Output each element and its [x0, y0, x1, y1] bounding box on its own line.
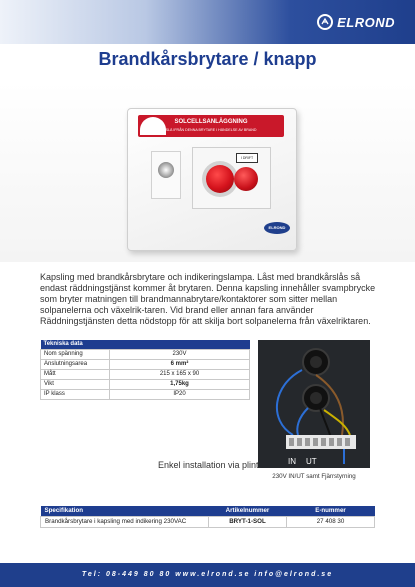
table-row	[41, 517, 375, 528]
fire-lock-icon	[158, 162, 174, 178]
elrond-logo-icon	[317, 14, 333, 30]
spec-cell-article: BRYT-1-SOL	[209, 517, 287, 528]
indicator-label: I DRIFT	[236, 153, 258, 163]
tech-table-heading: Tekniska data	[41, 340, 250, 350]
tech-value: 215 x 165 x 90	[110, 370, 250, 380]
indicator-lamp	[234, 167, 258, 191]
table-row	[41, 370, 250, 380]
spec-header-enumber: E-nummer	[287, 506, 375, 517]
tech-label: Vikt	[41, 380, 110, 390]
wiring-illustration	[258, 340, 370, 468]
elrond-logo-glyph	[320, 17, 330, 27]
tech-label: IP klass	[41, 390, 110, 400]
installation-photo	[258, 340, 370, 468]
tech-label: Nom spänning	[41, 350, 110, 360]
spec-cell-description: Brandkårsbrytare i kapsling med indikering 230VAC	[41, 517, 209, 528]
spec-header-specification: Specifikation	[41, 506, 209, 517]
wiring-out-label: UT	[306, 457, 317, 466]
enclosure-box	[127, 108, 297, 251]
page-title: Brandkårsbrytare / knapp	[98, 49, 317, 69]
enclosure-logo: ELROND	[264, 222, 290, 234]
table-row	[41, 360, 250, 370]
contact-footer: Tel: 08-449 80 80 www.elrond.se info@elrond.se	[0, 563, 415, 587]
tech-label: Anslutningsarea	[41, 360, 110, 370]
tech-value: IP20	[110, 390, 250, 400]
product-description: Kapsling med brandkårsbrytare och indikeringslampa. Låst med brandkårslås så endast räddningstjänst kommer åt brytaren. Denna kapsling innehåller svampbrycke som bryter matningen till brandmannabrytare/kontaktorer som sitter mellan solpanelerna och växelrik-taren. Vid brand eller annan fara använder Räddningstjänsten detta nödstopp för att skilja bort solpanelerna från växelriktaren.	[40, 272, 376, 326]
spec-header-article: Artikelnummer	[209, 506, 287, 517]
table-row	[41, 390, 250, 400]
wiring-in-label: IN	[288, 457, 296, 466]
emergency-stop-button	[206, 165, 234, 193]
tech-value: 6 mm²	[110, 360, 250, 370]
tech-data-table	[40, 340, 250, 400]
enclosure-banner-subtitle: SLÄ IFRÅN DENNA BRYTARE I HÄNDELSE AV BRAND	[165, 128, 257, 132]
table-row	[41, 350, 250, 360]
brand-name: ELROND	[337, 14, 395, 30]
brand-logo	[317, 12, 395, 32]
photo-caption: 230V IN/UT samt Fjärrstyrning	[272, 473, 356, 480]
table-row	[41, 380, 250, 390]
spec-cell-enumber: 27 408 30	[287, 517, 375, 528]
tech-label: Mått	[41, 370, 110, 380]
tech-value: 1,75kg	[110, 380, 250, 390]
installation-note: Enkel installation via plint.	[158, 460, 262, 470]
spec-table	[40, 506, 375, 528]
enclosure-banner-title: SOLCELLSANLÄGGNING	[174, 119, 248, 125]
tech-value: 230V	[110, 350, 250, 360]
